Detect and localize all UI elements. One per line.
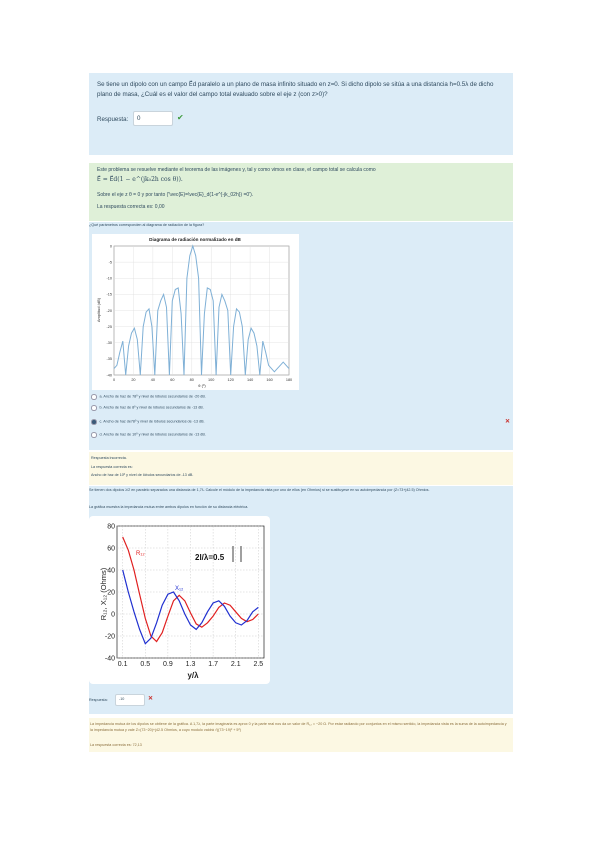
feedback-2-line1: Respuesta incorrecta. [91, 456, 127, 460]
mutual-chart-xlabel: y/λ [187, 671, 199, 680]
x-tick-label: 60 [170, 378, 175, 382]
mutual-chart-ylabel: R₁₂, X₁₂ (Ohms) [99, 567, 108, 621]
y-tick-label: -10 [106, 276, 112, 281]
answer-input-3[interactable]: -10 [115, 694, 145, 706]
y-tick-label: 60 [107, 545, 115, 553]
feedback-3-line2: La respuesta correcta es: 72,13 [90, 743, 142, 747]
radiation-chart-ylabel: Amplitud (dB) [96, 297, 101, 323]
x-tick-label: 20 [131, 378, 136, 382]
question-3-line2: La gráfica muestra la impedancia mutua entre ambos dipolos en función de su distancia eléctrica. [89, 505, 249, 509]
x-tick-label: 0 [112, 378, 116, 382]
x-tick-label: 1.3 [185, 661, 196, 668]
mutual-impedance-chart-svg [89, 516, 270, 684]
y-tick-label: 20 [107, 589, 115, 597]
y-tick-label: 80 [107, 523, 115, 531]
radio-d[interactable] [91, 432, 97, 438]
question-1-text: Se tiene un dipolo con un campo E⃗d paralelo a un plano de masa infinito situado en z=0. Si dicho dipolo se sitúa a una distancia h=0.5λ de dicho plano de masa, ¿Cuál es el valor del campo total evaluado sobre el eje z (con z>0)? [97, 81, 494, 98]
option-d[interactable] [91, 432, 206, 438]
x-tick-label: 100 [208, 378, 215, 382]
feedback-1-answer: La respuesta correcta es: 0,00 [97, 204, 165, 210]
feedback-3-panel [89, 718, 513, 752]
question-2-panel [89, 222, 513, 450]
question-1-panel [89, 73, 513, 155]
cross-icon: ✕ [505, 419, 511, 425]
question-2-prompt: ¿Qué parámetros corresponden al diagrama de radiación de la figura? [89, 223, 205, 227]
x-tick-label: 160 [266, 378, 273, 382]
radio-a[interactable] [91, 394, 97, 400]
radio-b[interactable] [91, 405, 97, 411]
answer-input[interactable]: 0 [133, 111, 173, 126]
x-tick-label: 0.1 [117, 661, 128, 668]
x-tick-label: 2.1 [230, 661, 241, 668]
option-b[interactable] [91, 405, 204, 411]
feedback-1-line2: Sobre el eje z θ = 0 y por tanto ('\vec{E}=\vec{E}_d(1-e^{-jk_02h}) =0'). [97, 192, 254, 198]
y-tick-label: 0 [111, 611, 115, 619]
x-tick-label: 180 [285, 378, 293, 382]
x-tick-label: 80 [189, 378, 194, 382]
option-c-label: c. Ancho de haz de78º y nivel de lóbulos secundarios de -13 dB. [99, 419, 205, 424]
option-d-label: d. Ancho de haz de 10º y nivel de lóbulos secundarios de -13 dB. [99, 432, 206, 437]
radiation-chart-title: Diagrama de radiación normalizado en dB [149, 237, 241, 242]
radio-c[interactable] [91, 419, 97, 425]
feedback-1-panel [89, 163, 513, 221]
radiation-chart [92, 234, 299, 390]
x-tick-label: 120 [227, 378, 234, 382]
option-b-label: b. Ancho de haz de 8º y nivel de lóbulos secundarios de -13 dB. [99, 405, 204, 410]
feedback-1-formula: E⃗ = E⃗d(1 − e^(jk₀2h cos θ)). [97, 176, 183, 183]
mutual-chart-annotation: 2l/λ=0.5 [195, 553, 225, 562]
x-tick-label: 140 [246, 378, 254, 382]
y-tick-label: -35 [106, 357, 112, 362]
feedback-2-line3: Ancho de haz de 10º y nivel de lóbulos secundarios de -13 dB. [91, 473, 194, 477]
answer-label-3: Respuesta: [89, 698, 108, 702]
question-3-line1: Se tienen dos dipolos λ/2 en paralelo separados una distancia de 1,7λ. Calcule el módulo de la impedancia vista por uno de ellos (en Ohmios) si se sustituyese en su autoimpedancia por (Z=73+j42.5) Ohmios. [89, 488, 430, 492]
option-a-label: a. Ancho de haz de 78º y nivel de lóbulos secundarios de -20 dB. [99, 394, 206, 399]
x12-series-label: X₁₂ [175, 586, 184, 592]
option-c[interactable] [91, 419, 205, 425]
y-tick-label: -5 [108, 260, 112, 265]
y-tick-label: -20 [104, 633, 115, 641]
radiation-chart-svg [92, 234, 299, 390]
y-tick-label: -40 [104, 655, 115, 663]
y-tick-label: -40 [106, 373, 112, 378]
y-tick-label: -30 [106, 341, 112, 346]
option-a[interactable] [91, 394, 206, 400]
radiation-chart-xlabel: θ (º) [198, 383, 206, 388]
feedback-2-line2: La respuesta correcta es: [91, 465, 133, 469]
y-tick-label: -25 [106, 324, 112, 329]
question-3-panel [89, 486, 513, 714]
r12-series-label: R₁₂ [136, 551, 145, 557]
check-icon: ✔ [177, 113, 184, 122]
feedback-3-line1: La impedancia mutua de los dipolos se obtiene de la gráfica. A 1,7λ, la parte imaginaria es aprox 0 y la parte real nos da un valor de R₁₂ = −20 Ω. Por estar radiando por conjuntos en el mismo sentido, la impedancia vista es la suma de la autoimpedancia y la impedancia mutua y vale Z=(73−20)+j42.5 Ohmios, a cuyo modulo valdrá √((73−19)² + 5²) [90, 722, 507, 732]
answer-label: Respuesta: [97, 116, 129, 123]
y-tick-label: 40 [107, 567, 115, 575]
x-tick-label: 0.9 [163, 661, 173, 668]
y-tick-label: -15 [106, 292, 112, 297]
y-tick-label: -20 [106, 308, 112, 313]
feedback-2-panel [89, 452, 513, 485]
y-tick-label: 0 [109, 244, 112, 249]
x-tick-label: 1.7 [208, 661, 218, 668]
feedback-1-line1: Este problema se resuelve mediante el teorema de las imágenes y, tal y como vimos en clase, el campo total se calcula como [97, 167, 376, 173]
x-tick-label: 2.5 [253, 661, 264, 668]
mutual-impedance-chart [89, 516, 270, 684]
cross-icon-3: ✕ [148, 696, 154, 702]
x-tick-label: 40 [150, 378, 156, 382]
x-tick-label: 0.5 [140, 661, 151, 668]
